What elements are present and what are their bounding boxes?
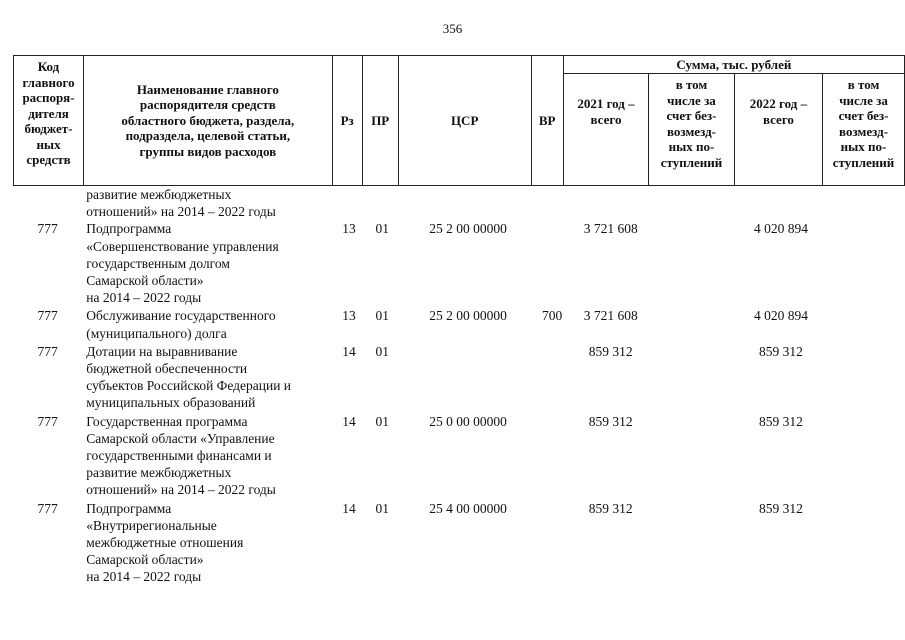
row-vr	[536, 500, 569, 587]
row-code: 777	[37, 221, 58, 237]
header-2022-total-lines	[735, 96, 822, 127]
row-vr: 700	[541, 308, 563, 324]
text-line: счет без-	[666, 108, 717, 123]
table-row	[13, 413, 905, 500]
header-2022-total	[734, 74, 822, 186]
text-line: Подпрограмма	[86, 221, 172, 237]
text-line: счет без-	[838, 108, 889, 123]
table-row	[13, 220, 905, 307]
text-line: группы видов расходов	[139, 143, 277, 159]
header-2021-total	[563, 74, 648, 186]
text-line: Код	[37, 59, 60, 74]
row-sum-2022: 4 020 894	[753, 308, 808, 324]
row-csr: 25 4 00 00000	[429, 500, 507, 516]
row-pr: 01	[375, 413, 390, 429]
header-2021-total-lines	[564, 96, 648, 127]
text-line: в том	[847, 77, 880, 92]
row-sum-2021: 3 721 608	[583, 221, 638, 237]
text-line: Самарской области»	[86, 552, 204, 568]
text-line: главного	[22, 74, 75, 90]
text-line: Подпрограмма	[86, 500, 172, 516]
continuation-name	[82, 186, 334, 220]
row-incl-2021	[653, 307, 737, 342]
text-line: ступлений	[832, 154, 895, 170]
header-2022-incl-lines	[823, 77, 904, 170]
row-pr: 01	[375, 500, 390, 516]
row-incl-2021	[653, 500, 737, 587]
row-name	[82, 220, 334, 307]
row-incl-2022	[825, 343, 905, 413]
row-rz: 13	[342, 308, 356, 324]
table-row	[13, 343, 905, 413]
row-rz: 14	[342, 343, 356, 359]
row-vr	[536, 220, 569, 307]
text-line: бюджетной обеспеченности	[86, 361, 248, 377]
header-name	[84, 56, 333, 186]
text-line: числе за	[667, 92, 716, 108]
row-incl-2022	[825, 413, 905, 500]
row-sum-2022: 859 312	[759, 500, 803, 516]
text-line: возмезд-	[839, 123, 889, 139]
row-code: 777	[37, 500, 58, 516]
row-csr: 25 2 00 00000	[429, 221, 507, 237]
row-code: 777	[37, 413, 58, 429]
text-line: подраздела, целевой статьи,	[125, 128, 291, 144]
row-csr: 25 0 00 00000	[429, 413, 507, 429]
row-rz: 14	[342, 413, 356, 429]
text-line: бюджет-	[24, 121, 73, 136]
text-line: Государственная программа	[86, 413, 248, 429]
text-line: дителя	[28, 105, 69, 121]
text-line: распоря-	[22, 90, 75, 105]
row-sum-2021: 859 312	[588, 500, 633, 516]
row-incl-2022	[825, 500, 905, 587]
header-2022-incl	[823, 74, 905, 186]
text-line: государственным долгом	[86, 255, 230, 271]
header-code	[14, 56, 84, 186]
header-name-lines	[84, 82, 332, 160]
text-line: «Совершенствование управления	[86, 238, 279, 254]
text-line: на 2014 – 2022 годы	[86, 569, 202, 585]
text-line: «Внутрирегиональные	[86, 517, 217, 533]
text-line: ных по-	[840, 139, 887, 154]
row-pr: 01	[375, 221, 390, 237]
row-incl-2021	[653, 220, 737, 307]
row-sum-2022: 859 312	[759, 413, 803, 429]
text-line: отношений» на 2014 – 2022 годы	[86, 482, 276, 498]
text-line: всего	[590, 111, 622, 127]
row-name	[82, 307, 334, 342]
text-line: Наименование главного	[136, 81, 279, 97]
text-line: 2021 год –	[577, 96, 635, 111]
row-vr	[536, 343, 569, 413]
continuation-row	[13, 186, 905, 220]
row-pr: 01	[375, 343, 390, 359]
text-line: ступлений	[660, 154, 723, 170]
text-line: (муниципального) долга	[86, 325, 227, 341]
text-line: развитие межбюджетных	[86, 465, 232, 481]
text-line: Самарской области»	[86, 273, 204, 289]
row-sum-2021: 3 721 608	[583, 308, 638, 324]
header-rz: Рз	[332, 56, 362, 186]
row-sum-2022: 859 312	[759, 343, 803, 359]
table-row	[13, 307, 905, 342]
row-sum-2021: 859 312	[588, 343, 633, 359]
row-rz: 14	[342, 500, 356, 516]
text-line: Дотации на выравнивание	[86, 343, 238, 359]
text-line: в том	[675, 77, 708, 92]
text-line: Обслуживание государственного	[86, 308, 276, 324]
row-sum-2021: 859 312	[588, 413, 633, 429]
header-vr: ВР	[531, 56, 563, 186]
table-row	[13, 500, 905, 587]
text-line: средств	[26, 152, 71, 167]
row-name	[82, 343, 334, 413]
row-code: 777	[37, 308, 58, 324]
row-vr	[536, 413, 569, 500]
row-pr: 01	[375, 308, 390, 324]
continuation-lines	[86, 186, 334, 220]
text-line: Самарской области «Управление	[86, 430, 275, 446]
text-line: на 2014 – 2022 годы	[86, 290, 202, 306]
text-line: числе за	[839, 92, 888, 108]
row-code: 777	[37, 343, 58, 359]
page-number: 356	[442, 21, 463, 36]
row-sum-2022: 4 020 894	[753, 221, 808, 237]
text-line: распорядителя средств	[139, 97, 276, 113]
header-summa: Сумма, тыс. рублей	[563, 56, 904, 74]
row-name	[82, 500, 334, 587]
row-csr	[400, 343, 535, 413]
row-name	[82, 413, 334, 500]
row-incl-2021	[653, 343, 737, 413]
text-line: развитие межбюджетных	[86, 187, 232, 202]
text-line: областного бюджета, раздела,	[121, 112, 295, 128]
header-2021-incl	[649, 74, 735, 186]
row-incl-2021	[653, 413, 737, 500]
text-line: государственными финансами и	[86, 448, 272, 464]
row-rz: 13	[342, 221, 356, 237]
text-line: возмезд-	[666, 123, 716, 139]
text-line: всего	[762, 111, 794, 127]
text-line: муниципальных образований	[86, 395, 256, 411]
text-line: ных по-	[668, 139, 715, 154]
text-line: отношений» на 2014 – 2022 годы	[86, 204, 276, 220]
table-body	[13, 186, 905, 587]
text-line: 2022 год –	[749, 96, 808, 111]
text-line: межбюджетные отношения	[86, 535, 244, 551]
row-csr: 25 2 00 00000	[429, 308, 507, 324]
text-line: субъектов Российской Федерации и	[86, 378, 292, 394]
header-code-lines	[14, 59, 83, 168]
table-header	[13, 55, 905, 186]
header-csr: ЦСР	[398, 56, 531, 186]
header-pr: ПР	[362, 56, 398, 186]
text-line: ных	[36, 136, 61, 152]
row-incl-2022	[825, 220, 905, 307]
row-incl-2022	[825, 307, 905, 342]
header-2021-incl-lines	[649, 77, 734, 170]
